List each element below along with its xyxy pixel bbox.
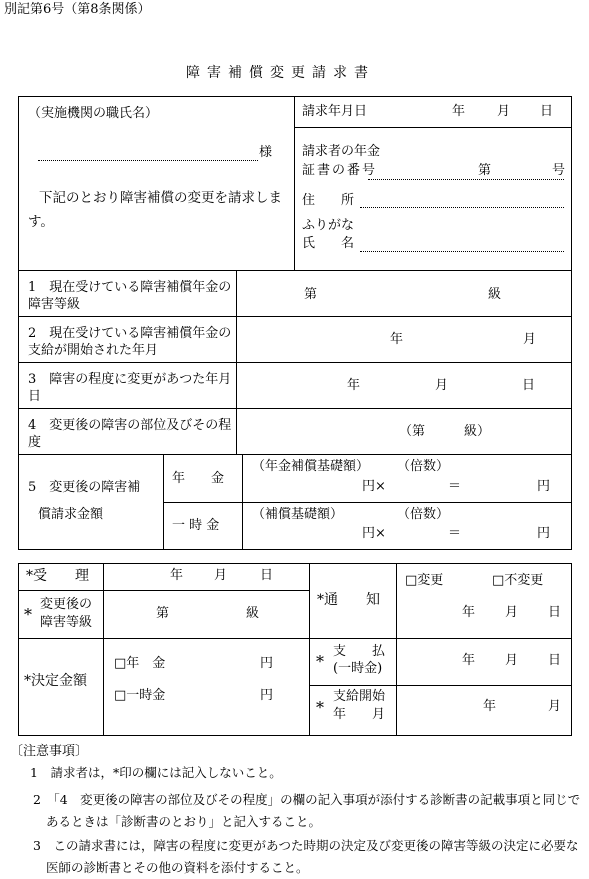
change-checkbox[interactable]: □変更	[405, 573, 444, 588]
row3-day: 日	[522, 378, 536, 393]
row2-year: 年	[390, 332, 404, 347]
payment-label-2: (一時金)	[333, 661, 383, 676]
request-month-label: 月	[497, 104, 511, 119]
row1-label: 1 現在受けている障害補償年金の障害等級	[28, 280, 232, 312]
pension-multiplier-label: （倍数）	[397, 459, 450, 474]
pension-label: 年 金	[172, 471, 225, 486]
start-label-2: 年 月	[333, 707, 386, 722]
notice-year: 年	[462, 605, 476, 620]
lump-equals: ＝	[448, 526, 462, 541]
notice-day: 日	[548, 605, 562, 620]
decided-lump-yen: 円	[260, 688, 274, 703]
pension-cert-number-field[interactable]	[368, 179, 564, 180]
address-field[interactable]	[360, 207, 564, 208]
notes-heading: 〔注意事項〕	[10, 744, 89, 759]
agency-label: （実施機関の職氏名）	[28, 106, 159, 121]
note-item-3: 3 この請求書には，障害の程度に変更があつた時期の決定及び変更後の障害等級の決定に必要な医師の診断書とその他の資料を添付すること。	[33, 838, 579, 875]
decided-amount-label: *決定金額	[24, 673, 87, 689]
start-month: 月	[548, 699, 562, 714]
row3-month: 月	[435, 378, 449, 393]
receipt-year: 年	[170, 568, 184, 583]
row5-label-2: 償請求金額	[38, 507, 104, 522]
name-label: 氏 名	[302, 236, 355, 251]
lump-yen: 円	[537, 526, 551, 541]
grade-after-label-1: 変更後の	[40, 597, 93, 612]
decided-pension-yen: 円	[260, 656, 274, 671]
pension-base-label: （年金補償基礎額）	[252, 459, 370, 474]
pension-cert-label-2: 証書の番号	[302, 163, 378, 178]
grade-asterisk: *	[24, 605, 32, 624]
receipt-day: 日	[260, 568, 274, 583]
cert-go-label: 号	[552, 163, 566, 178]
receipt-label: *受 理	[26, 568, 89, 584]
row4-label: 4 変更後の障害の部位及びその程度	[28, 418, 232, 450]
lump-sum-label: 一 時 金	[172, 518, 220, 533]
receipt-month: 月	[214, 568, 228, 583]
request-date-label: 請求年月日	[302, 104, 368, 119]
request-year-label: 年	[452, 104, 466, 119]
note-item-1: 1 請求者は，*印の欄には記入しないこと。	[30, 765, 282, 780]
no-change-checkbox[interactable]: □不変更	[492, 573, 544, 588]
payment-month: 月	[505, 653, 519, 668]
start-label-1: 支給開始	[333, 689, 386, 704]
payment-label-1: 支 払	[333, 644, 386, 659]
request-text: 下記のとおり障害補償の変更を請求します。	[28, 190, 282, 230]
furigana-label: ふりがな	[302, 218, 355, 233]
row4-value: （第 級）	[399, 424, 491, 439]
pension-equals: ＝	[448, 479, 462, 494]
start-asterisk: *	[316, 698, 324, 717]
row2-label: 2 現在受けている障害補償年金の支給が開始された年月	[28, 326, 232, 358]
row3-year: 年	[347, 378, 361, 393]
row2-month: 月	[523, 332, 537, 347]
form-number: 別記第6号（第8条関係）	[4, 2, 151, 17]
payment-asterisk: *	[316, 652, 324, 671]
lump-yen-x: 円×	[362, 526, 386, 541]
note-item-2: 2 「4 変更後の障害の部位及びその程度」の欄の記入事項が添付する診断書の記載事項と同じであるときは「診断書のとおり」と記入すること。	[33, 792, 581, 829]
agency-name-field[interactable]	[38, 160, 258, 161]
row3-label: 3 障害の程度に変更があつた年月日	[28, 372, 232, 404]
decided-pension-checkbox[interactable]: □年 金	[114, 656, 166, 671]
start-year: 年	[483, 699, 497, 714]
grade-after-label-2: 障害等級	[40, 615, 93, 630]
payment-day: 日	[548, 653, 562, 668]
lump-multiplier-label: （倍数）	[397, 507, 450, 522]
pension-yen: 円	[537, 479, 551, 494]
request-day-label: 日	[540, 104, 554, 119]
grade-dai: 第	[156, 606, 170, 621]
row5-label-1: 5 変更後の障害補	[28, 480, 141, 495]
cert-dai-label: 第	[478, 163, 492, 178]
row1-kyu: 級	[488, 287, 502, 302]
notice-month: 月	[505, 605, 519, 620]
notice-label: *通 知	[317, 592, 380, 608]
payment-year: 年	[462, 653, 476, 668]
lump-base-label: （補償基礎額）	[252, 507, 344, 522]
pension-cert-label-1: 請求者の年金	[302, 144, 381, 159]
form-title: 障害補償変更請求書	[186, 65, 375, 81]
row1-dai: 第	[304, 287, 318, 302]
address-label: 住 所	[302, 193, 355, 208]
grade-kyu: 級	[246, 606, 260, 621]
pension-yen-x: 円×	[362, 479, 386, 494]
sama-suffix: 様	[259, 145, 273, 160]
decided-lump-checkbox[interactable]: □一時金	[114, 688, 166, 703]
name-field[interactable]	[360, 251, 564, 252]
